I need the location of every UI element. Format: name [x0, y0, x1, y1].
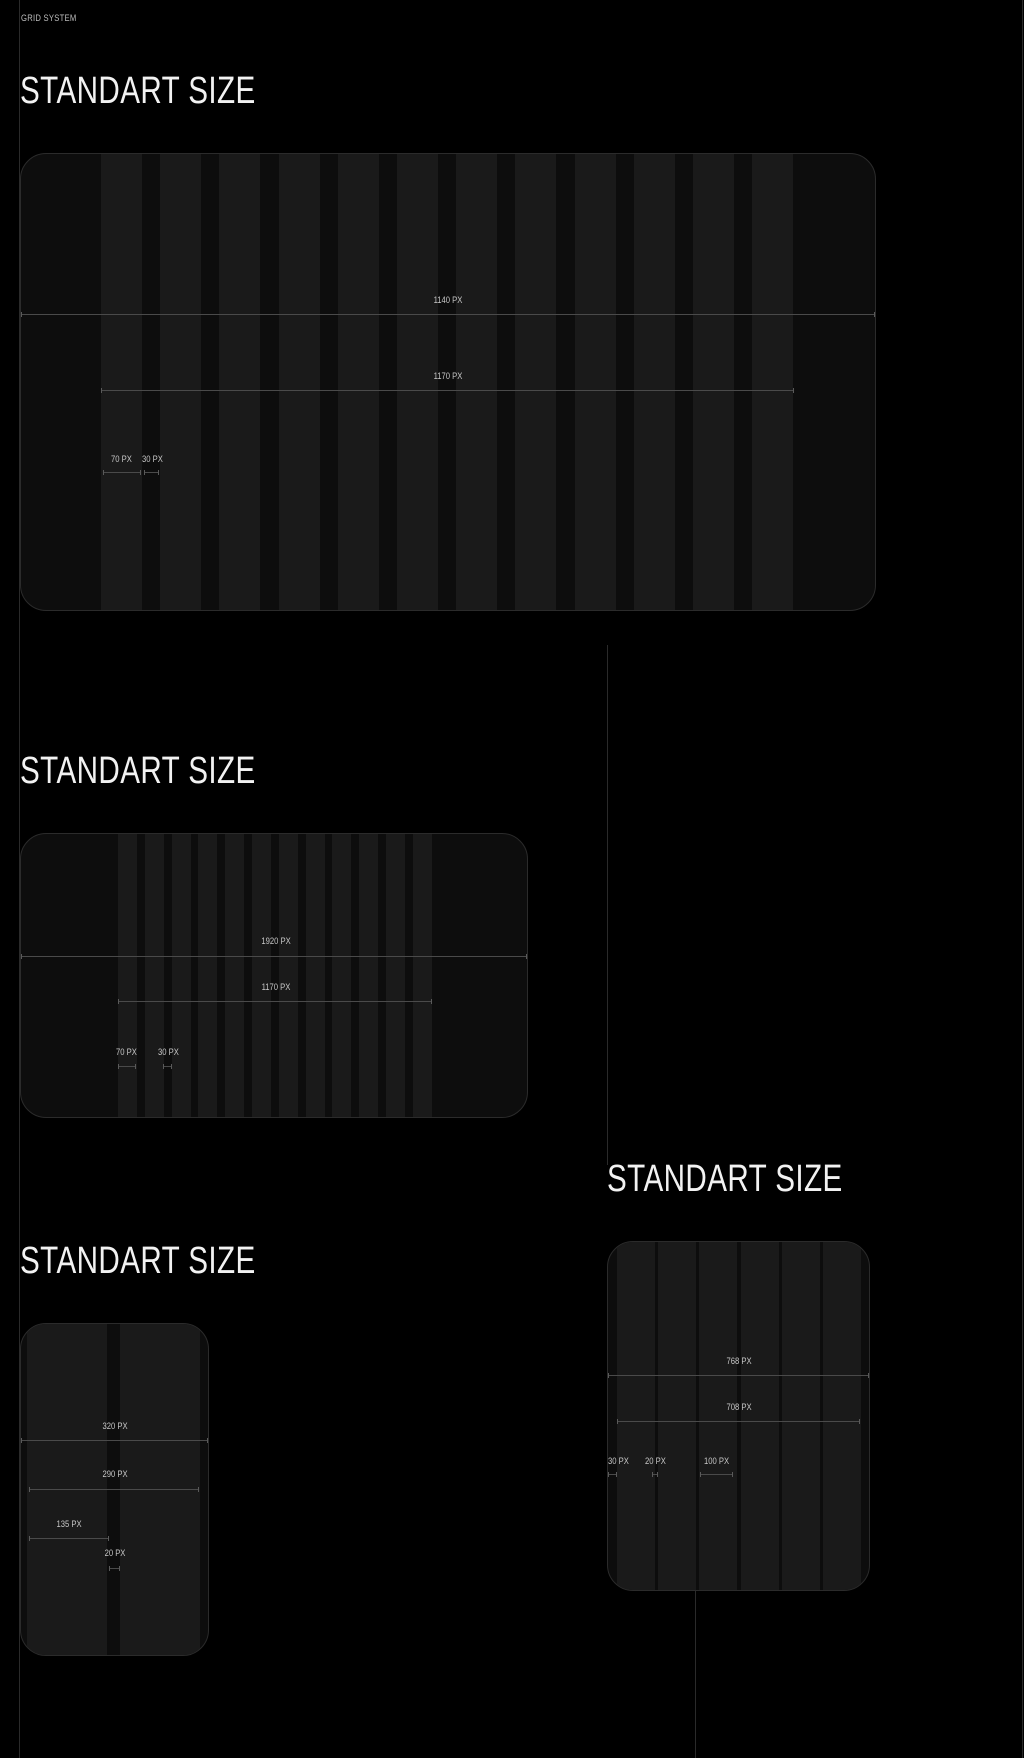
frame-width-label: 1140 PX	[433, 295, 463, 305]
frame-width-measure-line	[21, 956, 527, 957]
grid-column	[172, 834, 191, 1117]
container-width-label: 1170 PX	[261, 982, 291, 992]
grid-frame-mobile	[20, 1323, 209, 1656]
frame-width-measure-line	[21, 314, 875, 315]
column-width-label: 70 PX	[111, 454, 132, 464]
grid-column	[198, 834, 217, 1117]
right-guide-line	[1022, 0, 1023, 1758]
gutter-measure-line	[652, 1474, 658, 1475]
grid-column	[118, 834, 137, 1117]
tablet-guide-line-lower	[695, 1590, 696, 1758]
section-title-tablet: STANDART SIZE	[607, 1158, 843, 1200]
grid-column	[279, 834, 298, 1117]
section-title-desktop: STANDART SIZE	[20, 70, 256, 112]
gutter-width-label: 30 PX	[142, 454, 163, 464]
container-width-label: 1170 PX	[433, 371, 463, 381]
grid-column	[456, 154, 497, 610]
frame-width-label: 1920 PX	[261, 936, 291, 946]
margin-measure-line	[608, 1474, 617, 1475]
gutter-width-label: 20 PX	[645, 1456, 666, 1466]
grid-column	[145, 834, 164, 1117]
grid-frame-tablet	[607, 1241, 870, 1591]
grid-column	[338, 154, 379, 610]
margin-width-label: 30 PX	[608, 1456, 629, 1466]
grid-column	[823, 1242, 861, 1590]
grid-column	[306, 834, 325, 1117]
section-title-mobile: STANDART SIZE	[20, 1240, 256, 1282]
container-width-label: 290 PX	[102, 1469, 128, 1479]
grid-column	[252, 834, 271, 1117]
column-measure-line	[118, 1066, 136, 1067]
grid-column	[634, 154, 675, 610]
grid-column	[225, 834, 244, 1117]
tablet-guide-line-upper	[607, 645, 608, 1165]
container-width-label: 708 PX	[726, 1402, 752, 1412]
grid-column	[332, 834, 351, 1117]
grid-column	[782, 1242, 820, 1590]
gutter-width-label: 20 PX	[104, 1548, 126, 1558]
grid-column	[397, 154, 438, 610]
frame-width-measure-line	[608, 1375, 869, 1376]
grid-column	[413, 834, 432, 1117]
grid-column	[693, 154, 734, 610]
grid-column	[219, 154, 260, 610]
container-width-measure-line	[29, 1489, 199, 1490]
column-width-label: 70 PX	[116, 1047, 137, 1057]
gutter-measure-line	[109, 1568, 120, 1569]
column-width-label: 100 PX	[704, 1456, 730, 1466]
grid-column	[386, 834, 405, 1117]
column-width-label: 135 PX	[56, 1519, 82, 1529]
grid-column	[752, 154, 793, 610]
grid-column	[699, 1242, 737, 1590]
grid-column	[359, 834, 378, 1117]
grid-column	[575, 154, 616, 610]
frame-width-label: 768 PX	[726, 1356, 752, 1366]
grid-column	[279, 154, 320, 610]
container-width-measure-line	[118, 1001, 432, 1002]
grid-system-label: GRID SYSTEM	[21, 13, 77, 23]
column-measure-line	[700, 1474, 733, 1475]
grid-column	[617, 1242, 655, 1590]
grid-column	[101, 154, 142, 610]
gutter-measure-line	[144, 472, 159, 473]
gutter-width-label: 30 PX	[158, 1047, 179, 1057]
grid-frame-desktop	[20, 153, 876, 611]
grid-column	[741, 1242, 779, 1590]
section-title-wide: STANDART SIZE	[20, 750, 256, 792]
container-width-measure-line	[101, 390, 794, 391]
grid-column	[160, 154, 201, 610]
column-measure-line	[29, 1538, 109, 1539]
container-width-measure-line	[617, 1421, 860, 1422]
grid-column	[515, 154, 556, 610]
frame-width-measure-line	[21, 1440, 208, 1441]
grid-column	[658, 1242, 696, 1590]
grid-frame-wide	[20, 833, 528, 1118]
column-measure-line	[103, 472, 141, 473]
gutter-measure-line	[163, 1066, 172, 1067]
frame-width-label: 320 PX	[102, 1421, 128, 1431]
